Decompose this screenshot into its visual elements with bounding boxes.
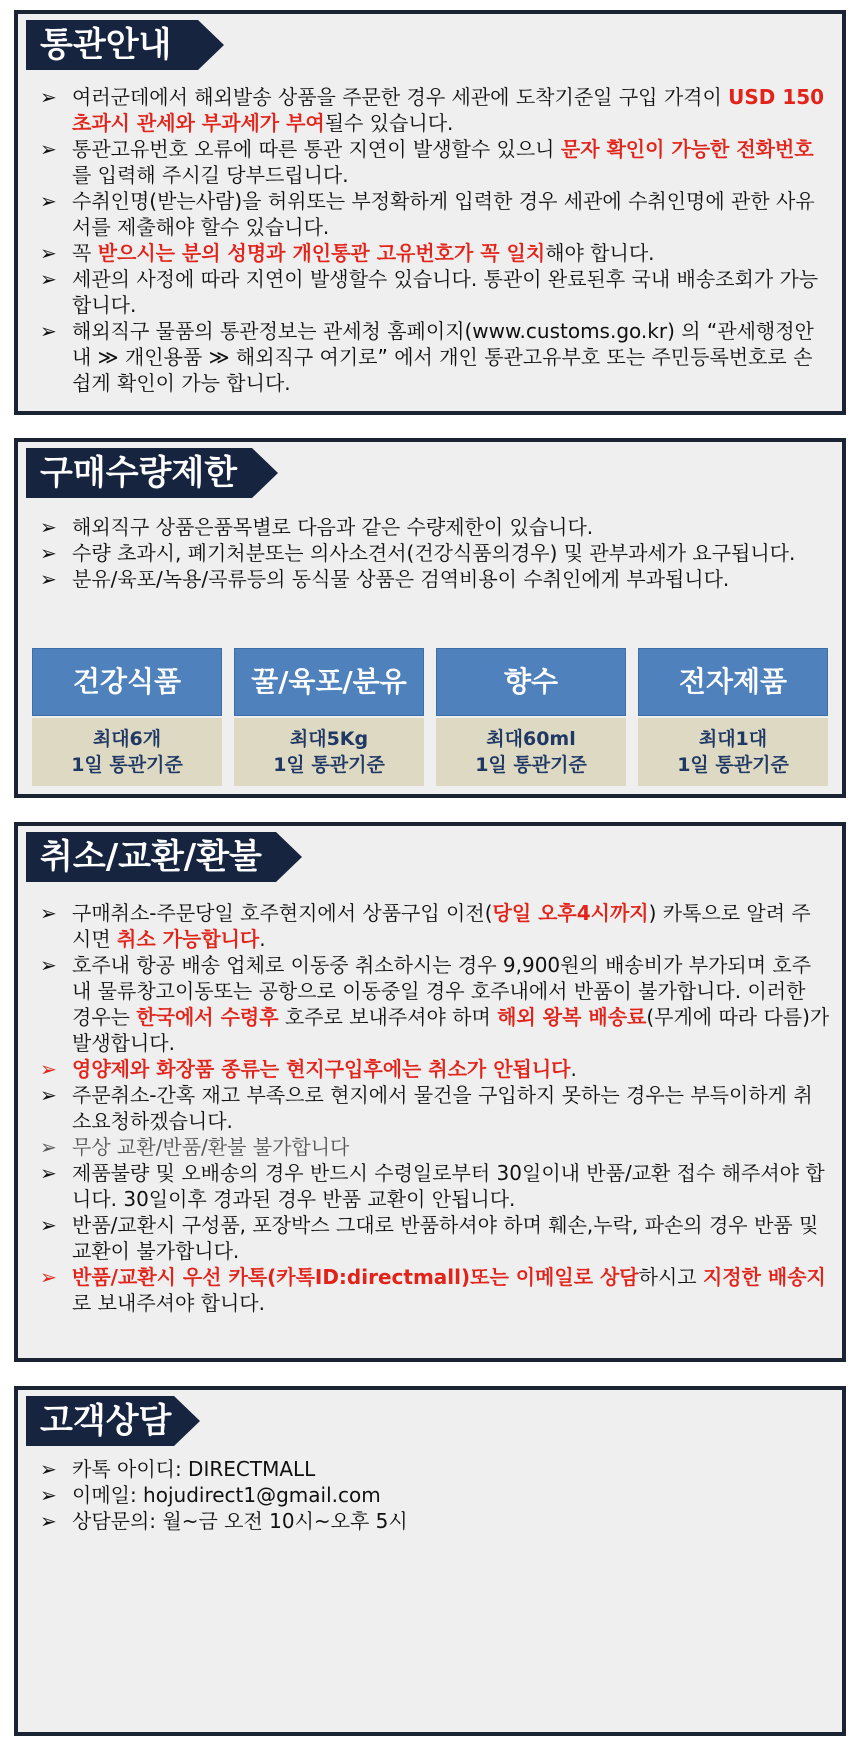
- contact-title: 고객상담: [40, 1401, 172, 1441]
- item-text: 수취인명(받는사람)을 허위또는 부정확하게 입력한 경우 세관에 수취인명에 관한 사유서를 제출해야 할수 있습니다.: [72, 189, 815, 239]
- highlighted-text: 해외 왕복 배송료: [497, 1005, 647, 1029]
- limit-box-name: 전자제품: [638, 648, 828, 716]
- item-text: .: [259, 927, 266, 951]
- quantity-title: 구매수량제한: [40, 453, 238, 493]
- contact-list: [40, 1456, 830, 1534]
- highlighted-text: 한국에서 수령후: [136, 1005, 279, 1029]
- list-item: [40, 1212, 830, 1264]
- arrow-bullet-icon: ➢: [40, 1161, 57, 1185]
- arrow-bullet-icon: ➢: [40, 1265, 57, 1289]
- item-text: 로 보내주셔야 합니다.: [72, 1291, 265, 1315]
- item-text: 무상 교환/반품/환불 불가합니다: [72, 1135, 350, 1159]
- item-text: 분유/육포/녹용/곡류등의 동식물 상품은 검역비용이 수취인에게 부과됩니다.: [72, 567, 730, 591]
- contact-panel: [14, 1386, 846, 1736]
- customs-list: [40, 84, 830, 396]
- quantity-limit-boxes: [32, 648, 832, 788]
- limit-box-detail: 최대60ml 1일 통관기준: [436, 718, 626, 786]
- list-item: [40, 266, 830, 318]
- highlighted-text: 반품/교환시 우선 카톡(카톡ID:directmall)또는 이메일로 상담: [72, 1265, 639, 1289]
- highlighted-text: 받으시는 분의 성명과 개인통관 고유번호가 꼭 일치: [97, 241, 546, 265]
- limit-box-detail: 최대1대 1일 통관기준: [638, 718, 828, 786]
- limit-box-perfume: [436, 648, 626, 788]
- item-text: 호주로 보내주셔야 하며: [278, 1005, 498, 1029]
- item-text: 수량 초과시, 폐기처분또는 의사소견서(건강식품의경우) 및 관부과세가 요구됩니다.: [72, 541, 796, 565]
- arrow-bullet-icon: ➢: [40, 1509, 57, 1533]
- list-item: [40, 1160, 830, 1212]
- item-text: 를 입력해 주시길 당부드립니다.: [72, 163, 349, 187]
- list-item: [40, 952, 830, 1056]
- highlighted-text: 지정한 배송지: [702, 1265, 826, 1289]
- list-item: [40, 1082, 830, 1134]
- limit-box-electronics: [638, 648, 828, 788]
- item-text: 세관의 사정에 따라 지연이 발생할수 있습니다. 통관이 완료된후 국내 배송조회가 가능합니다.: [72, 267, 819, 317]
- list-item: [40, 240, 830, 266]
- customs-title: 통관안내: [40, 25, 172, 65]
- highlighted-text: 취소 가능합니다: [117, 927, 260, 951]
- item-text: 주문취소-간혹 재고 부족으로 현지에서 물건을 구입하지 못하는 경우는 부득이하게 취소요청하겠습니다.: [72, 1083, 813, 1133]
- item-text: 해야 합니다.: [545, 241, 655, 265]
- highlighted-text: 영양제와 화장품 종류는 현지구입후에는 취소가 안됩니다: [72, 1057, 571, 1081]
- list-item: [40, 1508, 830, 1534]
- item-text: 반품/교환시 구성품, 포장박스 그대로 반품하셔야 하며 훼손,누락, 파손의 경우 반품 및 교환이 불가합니다.: [72, 1213, 819, 1263]
- limit-box-name: 향수: [436, 648, 626, 716]
- list-item: [40, 136, 830, 188]
- arrow-bullet-icon: ➢: [40, 1083, 57, 1107]
- highlighted-text: 당일 오후4시까지: [492, 901, 649, 925]
- arrow-bullet-icon: ➢: [40, 541, 57, 565]
- arrow-bullet-icon: ➢: [40, 267, 57, 291]
- item-text: 구매취소-주문당일 호주현지에서 상품구입 이전(: [72, 901, 493, 925]
- item-text: 호주내 항공 배송 업체로 이동중 취소하시는 경우 9,900원의 배송비가 부가되며 호주내 물류창고이동또는 공항으로 이동중일 경우 호주내에서 반품이 불가합니다. 이러한 경우는: [72, 953, 812, 1029]
- arrow-bullet-icon: ➢: [40, 567, 57, 591]
- item-text: 꼭: [72, 241, 98, 265]
- arrow-bullet-icon: ➢: [40, 515, 57, 539]
- refund-panel: [14, 822, 846, 1362]
- arrow-bullet-icon: ➢: [40, 137, 57, 161]
- list-item: [40, 514, 830, 540]
- list-item: [40, 1482, 830, 1508]
- refund-title: 취소/교환/환불: [40, 837, 262, 877]
- list-item: [40, 318, 830, 396]
- arrow-bullet-icon: ➢: [40, 85, 57, 109]
- refund-list: [40, 900, 830, 1316]
- arrow-bullet-icon: ➢: [40, 1057, 57, 1081]
- list-item: [40, 900, 830, 952]
- list-item: [40, 1264, 830, 1316]
- limit-box-name: 꿀/육포/분유: [234, 648, 424, 716]
- item-text: 여러군데에서 해외발송 상품을 주문한 경우 세관에 도착기준일 구입 가격이: [72, 85, 729, 109]
- arrow-bullet-icon: ➢: [40, 241, 57, 265]
- quantity-panel: [14, 438, 846, 798]
- list-item: [40, 1134, 830, 1160]
- item-text: 상담문의: 월~금 오전 10시~오후 5시: [72, 1509, 408, 1533]
- limit-box-detail: 최대5Kg 1일 통관기준: [234, 718, 424, 786]
- list-item: [40, 188, 830, 240]
- item-text: 카톡 아이디: DIRECTMALL: [72, 1457, 316, 1481]
- list-item: [40, 566, 830, 592]
- item-text: (무게에 따라 다름)가 발생합니다.: [72, 1005, 830, 1055]
- list-item: [40, 1456, 830, 1482]
- arrow-bullet-icon: ➢: [40, 1135, 57, 1159]
- highlighted-text: 문자 확인이 가능한 전화번호: [560, 137, 814, 161]
- highlighted-text: USD 150 초과시 관세와 부과세가 부여: [72, 85, 825, 135]
- item-text: 될수 있습니다.: [324, 111, 454, 135]
- item-text: 해외직구 상품은품목별로 다음과 같은 수량제한이 있습니다.: [72, 515, 594, 539]
- limit-box-honey-jerky-formula: [234, 648, 424, 788]
- limit-box-name: 건강식품: [32, 648, 222, 716]
- customs-panel: [14, 10, 846, 415]
- arrow-bullet-icon: ➢: [40, 901, 57, 925]
- arrow-bullet-icon: ➢: [40, 319, 57, 343]
- arrow-bullet-icon: ➢: [40, 189, 57, 213]
- item-text: 통관고유번호 오류에 따른 통관 지연이 발생할수 있으니: [72, 137, 561, 161]
- limit-box-detail: 최대6개 1일 통관기준: [32, 718, 222, 786]
- arrow-bullet-icon: ➢: [40, 953, 57, 977]
- arrow-bullet-icon: ➢: [40, 1213, 57, 1237]
- quantity-list: [40, 514, 830, 592]
- item-text: .: [570, 1057, 577, 1081]
- list-item: [40, 84, 830, 136]
- list-item: [40, 540, 830, 566]
- arrow-bullet-icon: ➢: [40, 1457, 57, 1481]
- list-item: [40, 1056, 830, 1082]
- item-text: ) 카톡으로 알려 주시면: [72, 901, 811, 951]
- item-text: 하시고: [638, 1265, 703, 1289]
- item-text: 제품불량 및 오배송의 경우 반드시 수령일로부터 30일이내 반품/교환 접수 해주셔야 합니다. 30일이후 경과된 경우 반품 교환이 안됩니다.: [72, 1161, 825, 1211]
- item-text: 이메일: hojudirect1@gmail.com: [72, 1483, 381, 1507]
- arrow-bullet-icon: ➢: [40, 1483, 57, 1507]
- limit-box-health-food: [32, 648, 222, 788]
- item-text: 해외직구 물품의 통관정보는 관세청 홈페이지(www.customs.go.kr) 의 “관세행정안내 ≫ 개인용품 ≫ 해외직구 여기로” 에서 개인 통관고유부호 또는 주민등록번호로 손쉽게 확인이 가능 합니다.: [72, 319, 814, 395]
